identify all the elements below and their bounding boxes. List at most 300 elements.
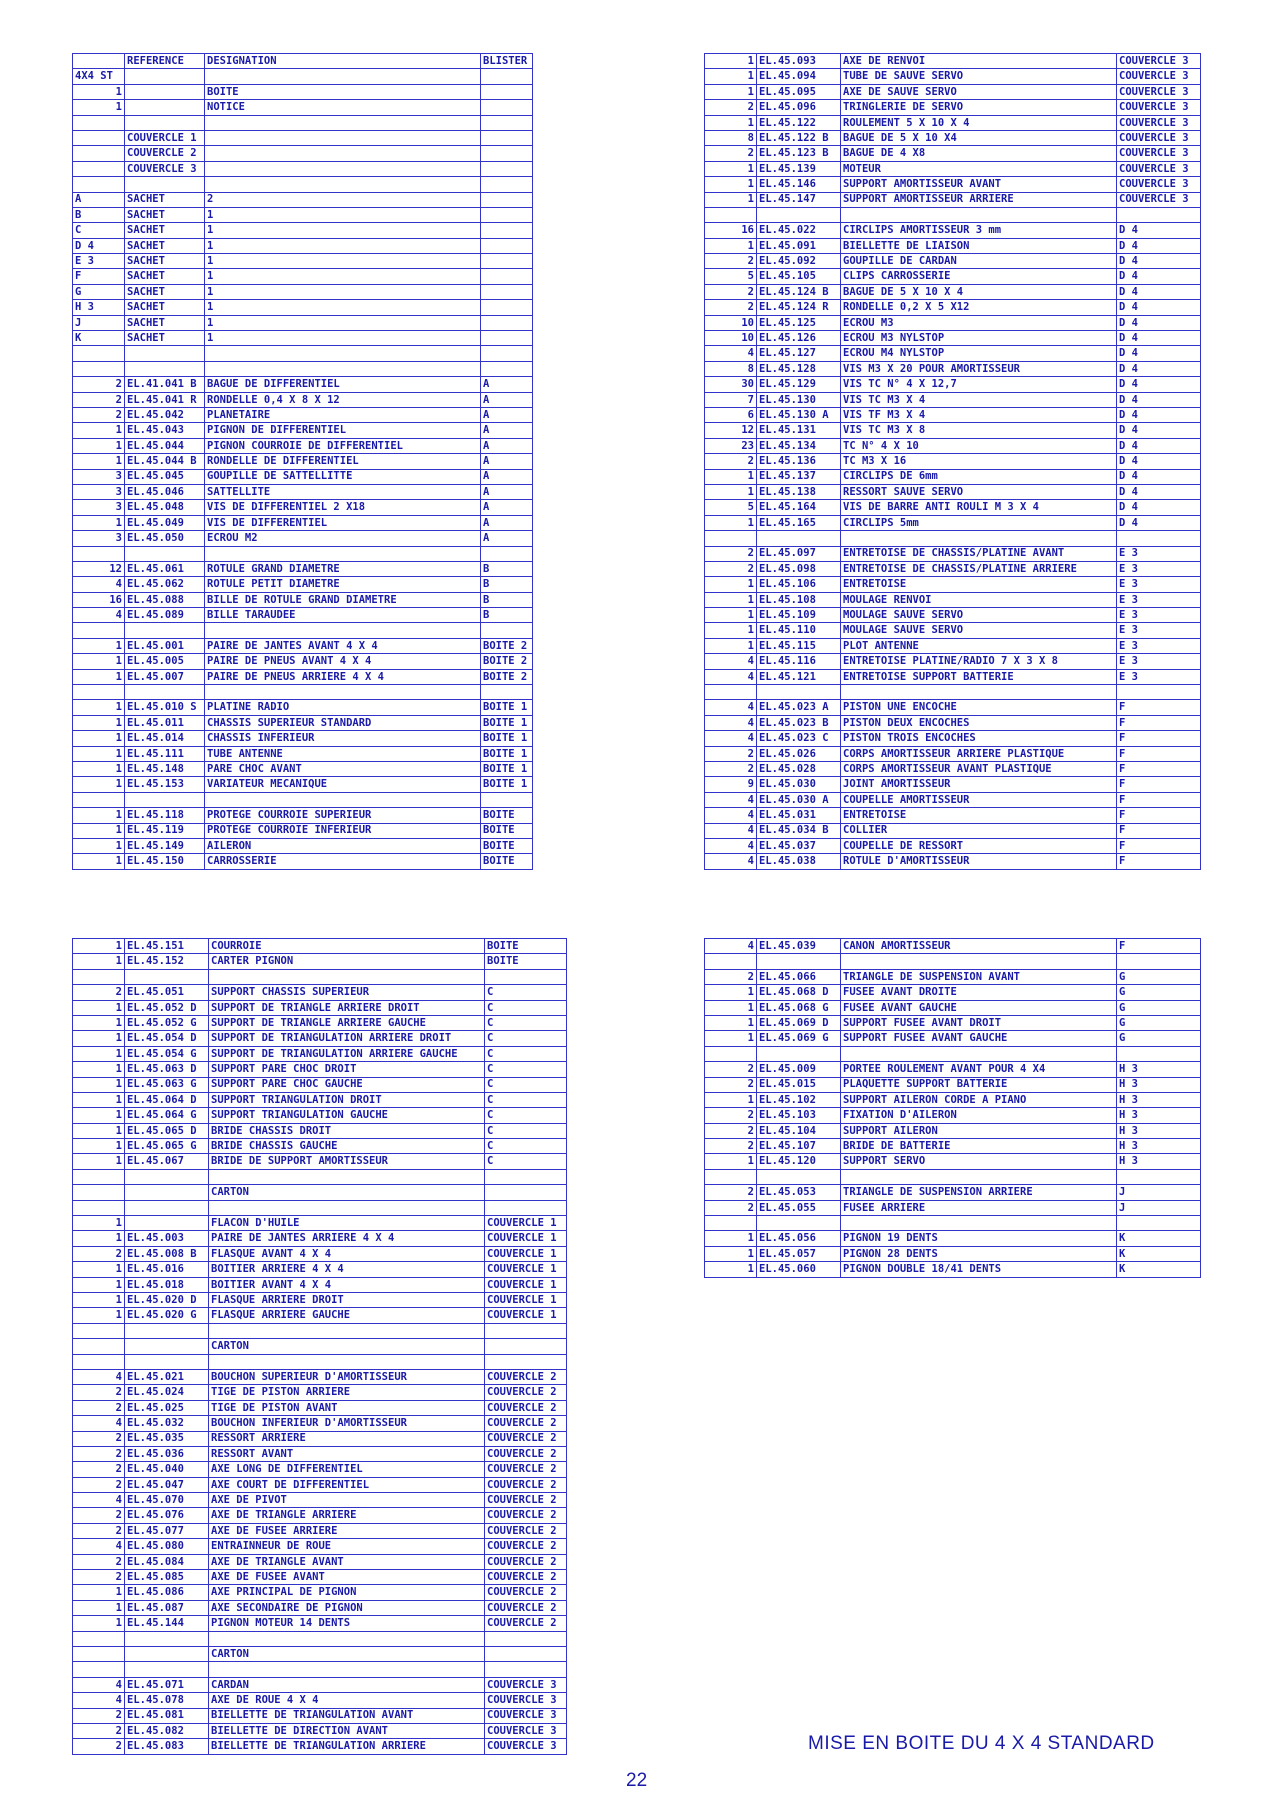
parts-table-1 <box>72 53 533 870</box>
qty-cell: K <box>73 331 125 346</box>
table-row <box>73 331 533 346</box>
blister-cell: COUVERCLE 2 <box>485 1462 567 1477</box>
blister-cell: BOITE 1 <box>481 777 533 792</box>
designation-cell <box>209 1662 485 1677</box>
table-row <box>705 654 1201 669</box>
qty-cell: 4 <box>73 1677 125 1692</box>
blister-cell: C <box>485 1015 567 1030</box>
designation-cell: VIS TC N° 4 X 12,7 <box>841 377 1117 392</box>
blister-cell: J <box>1117 1200 1201 1215</box>
table-row <box>73 1246 567 1261</box>
reference-cell: SACHET <box>125 192 205 207</box>
qty-cell: 1 <box>73 1600 125 1615</box>
blister-cell: COUVERCLE 3 <box>485 1677 567 1692</box>
designation-cell: PIGNON 28 DENTS <box>841 1246 1117 1261</box>
qty-cell: 1 <box>705 115 757 130</box>
blister-cell: BOITE 1 <box>481 746 533 761</box>
designation-cell: ENTRETOISE DE CHASSIS/PLATINE ARRIERE <box>841 561 1117 576</box>
blister-cell: COUVERCLE 1 <box>485 1246 567 1261</box>
table-row <box>73 1046 567 1061</box>
table-row <box>73 761 533 776</box>
blister-cell: COUVERCLE 3 <box>1117 161 1201 176</box>
table-row <box>73 54 533 69</box>
designation-cell: SUPPORT PARE CHOC DROIT <box>209 1062 485 1077</box>
designation-cell: CLIPS CARROSSERIE <box>841 269 1117 284</box>
table-row <box>73 469 533 484</box>
qty-cell: 2 <box>705 1200 757 1215</box>
designation-cell <box>841 1046 1117 1061</box>
table-row <box>73 654 533 669</box>
reference-cell: SACHET <box>125 300 205 315</box>
qty-cell <box>73 115 125 130</box>
reference-cell: EL.45.034 B <box>757 823 841 838</box>
designation-cell <box>209 1200 485 1215</box>
reference-cell: EL.45.043 <box>125 423 205 438</box>
reference-cell: EL.45.057 <box>757 1246 841 1261</box>
reference-cell: EL.45.054 D <box>125 1031 209 1046</box>
table-row <box>705 361 1201 376</box>
table-row <box>73 500 533 515</box>
table-row <box>73 531 533 546</box>
table-row <box>73 1216 567 1231</box>
blister-cell <box>1117 685 1201 700</box>
designation-cell: VIS TC M3 X 8 <box>841 423 1117 438</box>
qty-cell: J <box>73 315 125 330</box>
qty-cell: 1 <box>705 638 757 653</box>
qty-cell <box>73 1662 125 1677</box>
blister-cell: COUVERCLE 3 <box>485 1708 567 1723</box>
designation-cell: VIS DE DIFFERENTIEL 2 X18 <box>205 500 481 515</box>
qty-cell: 1 <box>705 1262 757 1277</box>
reference-cell: EL.45.109 <box>757 608 841 623</box>
qty-cell <box>73 1646 125 1661</box>
designation-cell: PISTON TROIS ENCOCHES <box>841 731 1117 746</box>
table-row <box>73 985 567 1000</box>
table-row <box>73 969 567 984</box>
designation-cell: PAIRE DE JANTES AVANT 4 X 4 <box>205 638 481 653</box>
table-row <box>73 1369 567 1384</box>
designation-cell: ENTRETOISE PLATINE/RADIO 7 X 3 X 8 <box>841 654 1117 669</box>
reference-cell: EL.45.045 <box>125 469 205 484</box>
table-row <box>73 669 533 684</box>
blister-cell: K <box>1117 1262 1201 1277</box>
designation-cell: SUPPORT AILERON CORDE A PIANO <box>841 1092 1117 1107</box>
reference-cell <box>125 115 205 130</box>
qty-cell: G <box>73 284 125 299</box>
qty-cell: 4 <box>705 823 757 838</box>
qty-cell: 1 <box>705 192 757 207</box>
designation-cell: COUPELLE AMORTISSEUR <box>841 792 1117 807</box>
table-row <box>705 1000 1201 1015</box>
table-row <box>705 939 1201 954</box>
designation-cell <box>209 1323 485 1338</box>
designation-cell: SUPPORT FUSEE AVANT GAUCHE <box>841 1031 1117 1046</box>
qty-cell: 2 <box>73 985 125 1000</box>
reference-cell: EL.45.122 <box>757 115 841 130</box>
parts-table-2 <box>704 53 1201 870</box>
blister-cell: COUVERCLE 1 <box>485 1292 567 1307</box>
qty-cell: 1 <box>73 1077 125 1092</box>
designation-cell: AILERON <box>205 838 481 853</box>
designation-cell <box>209 1631 485 1646</box>
blister-cell: B <box>481 592 533 607</box>
designation-cell: ENTRAINNEUR DE ROUE <box>209 1539 485 1554</box>
qty-cell: 1 <box>73 669 125 684</box>
reference-cell: EL.41.041 B <box>125 377 205 392</box>
designation-cell: BIELLETTE DE TRIANGULATION ARRIERE <box>209 1739 485 1754</box>
reference-cell: EL.45.007 <box>125 669 205 684</box>
blister-cell: COUVERCLE 2 <box>485 1570 567 1585</box>
table-row <box>73 69 533 84</box>
reference-cell: EL.45.165 <box>757 515 841 530</box>
table-row <box>73 1723 567 1738</box>
parts-table-4 <box>704 938 1201 1278</box>
designation-cell: BRIDE DE SUPPORT AMORTISSEUR <box>209 1154 485 1169</box>
designation-cell <box>841 685 1117 700</box>
table-row <box>705 54 1201 69</box>
designation-cell: PIGNON COURROIE DE DIFFERENTIEL <box>205 438 481 453</box>
blister-cell <box>1117 1169 1201 1184</box>
blister-cell <box>481 115 533 130</box>
designation-cell: SUPPORT DE TRIANGULATION ARRIERE GAUCHE <box>209 1046 485 1061</box>
reference-cell: EL.45.037 <box>757 838 841 853</box>
designation-cell: 1 <box>205 254 481 269</box>
table-row <box>73 1354 567 1369</box>
qty-cell <box>705 1046 757 1061</box>
reference-cell: EL.45.126 <box>757 331 841 346</box>
designation-cell <box>205 69 481 84</box>
blister-cell: COUVERCLE 1 <box>485 1308 567 1323</box>
designation-cell: ENTRETOISE SUPPORT BATTERIE <box>841 669 1117 684</box>
blister-cell <box>481 315 533 330</box>
reference-cell: EL.45.023 B <box>757 715 841 730</box>
table-row <box>73 1539 567 1554</box>
blister-cell: F <box>1117 854 1201 869</box>
qty-cell: 1 <box>705 1246 757 1261</box>
designation-cell: MOULAGE RENVOI <box>841 592 1117 607</box>
reference-cell <box>125 69 205 84</box>
qty-cell: 1 <box>705 1154 757 1169</box>
blister-cell: COUVERCLE 1 <box>485 1216 567 1231</box>
reference-cell <box>125 84 205 99</box>
reference-cell: SACHET <box>125 223 205 238</box>
blister-cell: D 4 <box>1117 469 1201 484</box>
blister-cell: F <box>1117 731 1201 746</box>
qty-cell: 2 <box>705 546 757 561</box>
reference-cell: EL.45.054 G <box>125 1046 209 1061</box>
reference-cell: EL.45.068 G <box>757 1000 841 1015</box>
blister-cell: J <box>1117 1185 1201 1200</box>
blister-cell: D 4 <box>1117 331 1201 346</box>
designation-cell: CORPS AMORTISSEUR ARRIERE PLASTIQUE <box>841 746 1117 761</box>
table-row <box>705 700 1201 715</box>
qty-cell: 1 <box>705 1015 757 1030</box>
table-row <box>73 577 533 592</box>
blister-cell: C <box>485 1031 567 1046</box>
qty-cell <box>73 130 125 145</box>
table-row <box>705 1154 1201 1169</box>
qty-cell: 1 <box>705 177 757 192</box>
reference-cell: EL.45.085 <box>125 1570 209 1585</box>
table-row <box>705 1108 1201 1123</box>
blister-cell: BOITE 2 <box>481 654 533 669</box>
blister-cell <box>481 238 533 253</box>
table-row <box>73 715 533 730</box>
blister-cell: COUVERCLE 2 <box>485 1493 567 1508</box>
designation-cell: 1 <box>205 315 481 330</box>
table-row <box>705 623 1201 638</box>
qty-cell: 5 <box>705 500 757 515</box>
reference-cell: EL.45.038 <box>757 854 841 869</box>
qty-cell: 2 <box>705 146 757 161</box>
blister-cell: A <box>481 515 533 530</box>
qty-cell: 2 <box>705 969 757 984</box>
blister-cell: COUVERCLE 1 <box>485 1262 567 1277</box>
reference-cell: EL.45.151 <box>125 939 209 954</box>
designation-cell <box>205 177 481 192</box>
table-row <box>73 1462 567 1477</box>
blister-cell: G <box>1117 1000 1201 1015</box>
blister-cell: COUVERCLE 3 <box>1117 130 1201 145</box>
table-row <box>705 854 1201 869</box>
designation-cell: CANON AMORTISSEUR <box>841 939 1117 954</box>
blister-cell <box>485 969 567 984</box>
reference-cell: EL.45.116 <box>757 654 841 669</box>
qty-cell: 3 <box>73 484 125 499</box>
table-row <box>705 315 1201 330</box>
reference-cell: REFERENCE <box>125 54 205 69</box>
reference-cell <box>125 792 205 807</box>
reference-cell <box>757 531 841 546</box>
designation-cell: VIS TC M3 X 4 <box>841 392 1117 407</box>
blister-cell: H 3 <box>1117 1123 1201 1138</box>
designation-cell <box>205 346 481 361</box>
qty-cell <box>73 161 125 176</box>
designation-cell: PISTON DEUX ENCOCHES <box>841 715 1117 730</box>
designation-cell: PAIRE DE PNEUS AVANT 4 X 4 <box>205 654 481 669</box>
blister-cell: F <box>1117 777 1201 792</box>
qty-cell: 8 <box>705 361 757 376</box>
qty-cell: 1 <box>73 1139 125 1154</box>
designation-cell: CARDAN <box>209 1677 485 1692</box>
blister-cell <box>481 84 533 99</box>
table-row <box>705 100 1201 115</box>
blister-cell: F <box>1117 715 1201 730</box>
qty-cell: 2 <box>73 1508 125 1523</box>
reference-cell: EL.45.108 <box>757 592 841 607</box>
table-row <box>705 1123 1201 1138</box>
qty-cell: 2 <box>705 761 757 776</box>
reference-cell: EL.45.105 <box>757 269 841 284</box>
designation-cell: CORPS AMORTISSEUR AVANT PLASTIQUE <box>841 761 1117 776</box>
qty-cell <box>705 1169 757 1184</box>
table-row <box>73 484 533 499</box>
reference-cell: EL.45.070 <box>125 1493 209 1508</box>
designation-cell <box>209 969 485 984</box>
blister-cell: C <box>485 1108 567 1123</box>
reference-cell: EL.45.055 <box>757 1200 841 1215</box>
designation-cell: PARE CHOC AVANT <box>205 761 481 776</box>
qty-cell: 1 <box>705 623 757 638</box>
qty-cell: 2 <box>705 284 757 299</box>
reference-cell: EL.45.146 <box>757 177 841 192</box>
table-row <box>705 407 1201 422</box>
qty-cell: 2 <box>73 1431 125 1446</box>
reference-cell: EL.45.092 <box>757 254 841 269</box>
reference-cell: EL.45.046 <box>125 484 205 499</box>
table-row <box>705 1015 1201 1030</box>
blister-cell <box>485 1339 567 1354</box>
qty-cell: 2 <box>73 1385 125 1400</box>
table-row <box>705 792 1201 807</box>
designation-cell <box>205 146 481 161</box>
table-row <box>73 392 533 407</box>
designation-cell: MOULAGE SAUVE SERVO <box>841 623 1117 638</box>
table-row <box>73 1200 567 1215</box>
qty-cell <box>73 969 125 984</box>
designation-cell <box>205 546 481 561</box>
table-row <box>705 1062 1201 1077</box>
reference-cell <box>125 1662 209 1677</box>
reference-cell <box>757 1169 841 1184</box>
designation-cell: BOITIER AVANT 4 X 4 <box>209 1277 485 1292</box>
blister-cell: F <box>1117 838 1201 853</box>
designation-cell: ECROU M3 NYLSTOP <box>841 331 1117 346</box>
designation-cell: TUBE DE SAUVE SERVO <box>841 69 1117 84</box>
blister-cell: F <box>1117 808 1201 823</box>
blister-cell: H 3 <box>1117 1077 1201 1092</box>
qty-cell: 10 <box>705 315 757 330</box>
reference-cell: EL.45.096 <box>757 100 841 115</box>
table-row <box>705 1139 1201 1154</box>
reference-cell: EL.45.091 <box>757 238 841 253</box>
table-row <box>705 1216 1201 1231</box>
designation-cell: MOULAGE SAUVE SERVO <box>841 608 1117 623</box>
designation-cell: CARTON <box>209 1185 485 1200</box>
reference-cell <box>125 1646 209 1661</box>
qty-cell: 2 <box>705 300 757 315</box>
qty-cell <box>73 1323 125 1338</box>
table-row <box>705 1246 1201 1261</box>
blister-cell: B <box>481 561 533 576</box>
designation-cell: FLASQUE ARRIERE GAUCHE <box>209 1308 485 1323</box>
qty-cell: 30 <box>705 377 757 392</box>
table-row <box>705 1077 1201 1092</box>
designation-cell: BRIDE CHASSIS GAUCHE <box>209 1139 485 1154</box>
designation-cell: PORTEE ROULEMENT AVANT POUR 4 X4 <box>841 1062 1117 1077</box>
qty-cell: 16 <box>73 592 125 607</box>
table-row <box>73 685 533 700</box>
blister-cell: D 4 <box>1117 423 1201 438</box>
table-row <box>705 985 1201 1000</box>
reference-cell: EL.45.094 <box>757 69 841 84</box>
reference-cell: EL.45.066 <box>757 969 841 984</box>
designation-cell: PLATINE RADIO <box>205 700 481 715</box>
table-row <box>705 377 1201 392</box>
reference-cell: EL.45.010 S <box>125 700 205 715</box>
qty-cell: 1 <box>73 1046 125 1061</box>
qty-cell: 1 <box>73 715 125 730</box>
table-row <box>705 1031 1201 1046</box>
table-row <box>73 1000 567 1015</box>
blister-cell: COUVERCLE 3 <box>485 1723 567 1738</box>
qty-cell: 1 <box>73 1585 125 1600</box>
qty-cell: 2 <box>73 1246 125 1261</box>
qty-cell: 4 <box>705 939 757 954</box>
designation-cell: ROTULE PETIT DIAMETRE <box>205 577 481 592</box>
reference-cell <box>125 346 205 361</box>
blister-cell: D 4 <box>1117 269 1201 284</box>
table-row <box>73 1600 567 1615</box>
designation-cell: FLASQUE AVANT 4 X 4 <box>209 1246 485 1261</box>
reference-cell: EL.45.001 <box>125 638 205 653</box>
table-row <box>705 1046 1201 1061</box>
qty-cell: 2 <box>705 746 757 761</box>
reference-cell: EL.45.069 G <box>757 1031 841 1046</box>
designation-cell: 1 <box>205 223 481 238</box>
blister-cell: COUVERCLE 3 <box>1117 54 1201 69</box>
blister-cell: D 4 <box>1117 438 1201 453</box>
reference-cell: COUVERCLE 3 <box>125 161 205 176</box>
qty-cell: 12 <box>73 561 125 576</box>
reference-cell: EL.45.136 <box>757 454 841 469</box>
designation-cell <box>841 207 1117 222</box>
reference-cell <box>125 177 205 192</box>
reference-cell <box>757 207 841 222</box>
reference-cell: EL.45.081 <box>125 1708 209 1723</box>
table-row <box>73 1646 567 1661</box>
designation-cell: RESSORT AVANT <box>209 1446 485 1461</box>
blister-cell: E 3 <box>1117 577 1201 592</box>
designation-cell: BRIDE CHASSIS DROIT <box>209 1123 485 1138</box>
qty-cell <box>73 177 125 192</box>
blister-cell: F <box>1117 823 1201 838</box>
qty-cell: 2 <box>73 1462 125 1477</box>
table-row <box>705 130 1201 145</box>
document-title: MISE EN BOITE DU 4 X 4 STANDARD <box>808 1733 1155 1754</box>
designation-cell: ENTRETOISE <box>841 808 1117 823</box>
designation-cell: SATTELLITE <box>205 484 481 499</box>
qty-cell: 1 <box>705 54 757 69</box>
reference-cell: EL.45.103 <box>757 1108 841 1123</box>
qty-cell: 2 <box>73 1446 125 1461</box>
table-row <box>73 1323 567 1338</box>
table-row <box>73 346 533 361</box>
reference-cell: SACHET <box>125 207 205 222</box>
reference-cell: EL.45.041 R <box>125 392 205 407</box>
designation-cell: AXE DE TRIANGLE ARRIERE <box>209 1508 485 1523</box>
reference-cell: EL.45.130 A <box>757 407 841 422</box>
table-row <box>73 1585 567 1600</box>
table-row <box>705 715 1201 730</box>
reference-cell: EL.45.040 <box>125 1462 209 1477</box>
table-row <box>705 838 1201 853</box>
blister-cell: H 3 <box>1117 1108 1201 1123</box>
designation-cell: COUPELLE DE RESSORT <box>841 838 1117 853</box>
table-row <box>73 100 533 115</box>
blister-cell: D 4 <box>1117 223 1201 238</box>
table-row <box>73 623 533 638</box>
table-row <box>73 454 533 469</box>
blister-cell: C <box>485 985 567 1000</box>
table-row <box>73 1077 567 1092</box>
designation-cell: VIS DE DIFFERENTIEL <box>205 515 481 530</box>
table-row <box>705 69 1201 84</box>
blister-cell: D 4 <box>1117 515 1201 530</box>
qty-cell: 4 <box>705 854 757 869</box>
designation-cell: VIS M3 X 20 POUR AMORTISSEUR <box>841 361 1117 376</box>
blister-cell: D 4 <box>1117 454 1201 469</box>
